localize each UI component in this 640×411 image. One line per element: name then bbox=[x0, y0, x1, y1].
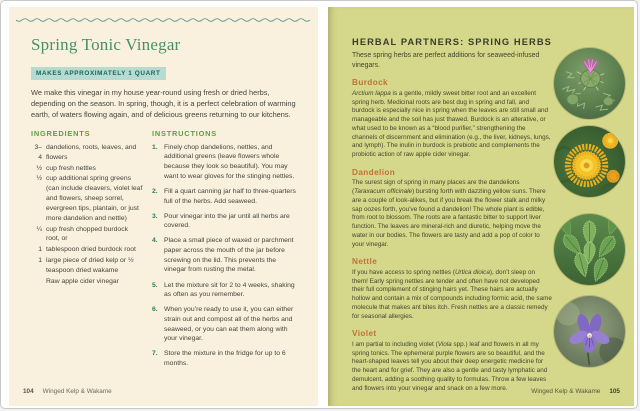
wave-divider-path bbox=[16, 19, 310, 22]
ingredient-text: Raw apple cider vinegar bbox=[46, 277, 119, 285]
ingredient-item bbox=[31, 277, 143, 287]
ingredient-qty: 1 bbox=[38, 246, 42, 254]
step-text: Finely chop dandelions, nettles, and additional greens (leave flowers whole because they look so beautiful). You may want to wear gloves for the stinging nettles. bbox=[164, 143, 295, 180]
right-chapter-title: Winged Kelp & Wakame bbox=[531, 388, 601, 395]
step-text: Pour vinegar into the jar until all herbs are covered. bbox=[164, 212, 290, 230]
section-title-violet: Violet bbox=[352, 329, 377, 339]
ingredients-heading: INGREDIENTS bbox=[31, 128, 91, 138]
partners-subheading: These spring herbs are perfect additions for seaweed-infused vinegars. bbox=[352, 52, 540, 69]
violet-flower-photo bbox=[554, 296, 625, 367]
instructions-heading: INSTRUCTIONS bbox=[152, 128, 218, 138]
ingredient-text: large piece of dried kelp or ½ teaspoon dried wakame bbox=[46, 257, 134, 274]
yield-badge: MAKES APPROXIMATELY 1 QUART bbox=[31, 67, 166, 80]
section-title-dandelion: Dandelion bbox=[352, 167, 396, 177]
nettle-leaves-photo bbox=[554, 214, 625, 285]
ingredient-item bbox=[31, 143, 143, 163]
section-body-violet: I am partial to including violet (Viola spp.) leaf and flowers in all my spring tonics. The ephemeral purple flowers are so beautiful, and the heart-shaped leaves tell you about their deep energetic medicine for the heart and for grief. They are also a gentle and tasty lymphatic and demulcent, adding a soothing quality to formulas. Throw a few leaves and flowers into your vinegar and snack on a few more. bbox=[352, 340, 548, 392]
step-text: Fill a quart canning jar half to three-quarters full of the herbs. Add seaweed. bbox=[164, 187, 296, 205]
right-page bbox=[328, 7, 634, 406]
instruction-step bbox=[152, 187, 299, 206]
step-number: 1. bbox=[152, 143, 158, 151]
partners-heading: HERBAL PARTNERS: SPRING HERBS bbox=[352, 37, 552, 47]
ingredient-item bbox=[31, 174, 143, 223]
step-number: 5. bbox=[152, 281, 158, 289]
step-number: 6. bbox=[152, 306, 158, 314]
herbal-partners bbox=[352, 37, 552, 393]
step-text: Let the mixture sit for 2 to 4 weeks, shaking as often as you remember. bbox=[164, 281, 295, 299]
instruction-step bbox=[152, 236, 299, 275]
recipe bbox=[31, 35, 299, 374]
instructions-column bbox=[152, 129, 299, 374]
step-text: When you’re ready to use it, you can either strain out and compost all of the herbs and seaweed, or you can eat them along with your vinegar. bbox=[164, 306, 294, 343]
recipe-intro: We make this vinegar in my house year-round using fresh or dried herbs, depending on the season. In spring, though, it is a perfect celebration of warming earth, of waters flowing again, and of delicious greens returning to our kitchens. bbox=[31, 87, 296, 119]
ingredient-item bbox=[31, 245, 143, 255]
ingredient-item bbox=[31, 225, 143, 245]
ingredient-item bbox=[31, 164, 143, 174]
ingredient-qty: ¼ bbox=[36, 225, 42, 233]
step-text: Place a small piece of waxed or parchment paper across the mouth of the jar before screwing on the lid. This prevents the vinegar from rusting the metal. bbox=[164, 237, 294, 274]
instruction-step bbox=[152, 281, 299, 300]
ingredient-qty bbox=[31, 277, 46, 287]
right-page-footer bbox=[531, 388, 620, 395]
ingredient-qty: 3–4 bbox=[34, 143, 42, 161]
left-page-number: 104 bbox=[23, 388, 34, 395]
instruction-step bbox=[152, 349, 299, 368]
ingredient-text: cup fresh nettles bbox=[46, 164, 96, 172]
right-page-number: 105 bbox=[609, 388, 620, 395]
instruction-step bbox=[152, 143, 299, 182]
step-number: 7. bbox=[152, 350, 158, 358]
ingredients-column bbox=[31, 129, 143, 374]
section-body-nettle: If you have access to spring nettles (Urtica dioica), don’t sleep on them! Early spring nettles are tender and often have not developed their full complement of stinging hairs yet. These hairs are actually hollow and contain a mix of compounds including formic acid, the same molecule that makes ant bites itch. Fresh nettles are a classic remedy for seasonal allergies. bbox=[352, 268, 552, 320]
step-number: 2. bbox=[152, 187, 158, 195]
ingredient-qty: ½ bbox=[36, 164, 42, 172]
step-text: Store the mixture in the fridge for up to 6 months. bbox=[164, 350, 286, 367]
instruction-step bbox=[152, 212, 299, 231]
ingredient-item bbox=[31, 256, 143, 276]
recipe-title: Spring Tonic Vinegar bbox=[31, 35, 181, 54]
burdock-thistle-photo bbox=[554, 48, 625, 119]
section-title-nettle: Nettle bbox=[352, 257, 378, 267]
ingredient-text: cup fresh chopped burdock root, or bbox=[46, 225, 128, 243]
dandelion-flower-photo bbox=[554, 126, 625, 197]
instruction-step bbox=[152, 305, 299, 344]
section-body-dandelion: The surest sign of spring in many places are the dandelions (Taraxacum officinale) bursting forth with dazzling yellow suns. There are a couple of look-alikes, but if you break the flower stalk and milky sap oozes forth, you’ve found a dandelion! The whole plant is edible, from root to blossom. The roots are a fantastic bitter to support liver function. The leaves are mineral-rich and diuretic, helping move the water in our bodies. The flowers are tasty and add a pop of color to your vinegar. bbox=[352, 179, 546, 248]
ingredient-qty: ½ bbox=[36, 175, 42, 183]
section-body-burdock: Arctium lappa is a gentle, mildly sweet bitter root and an excellent spring herb. Medicinal roots are best dug in spring and fall, and burdock is especially nice in spring when the leaves are still small and manageable and the soil has just thawed. Burdock is an alterative, or what used to be known as a “blood purifier,” strengthening the channels of discernment and elimination (e.g., the liver, kidneys, lungs, and lymph). The inulin in burdock is prebiotic and complements the probiotic action of raw apple cider vinegar. bbox=[352, 89, 551, 159]
ingredient-text: cup additional spring greens (can include cleavers, violet leaf and flowers, sheep sorrel, evergreen tips, plantain, or just more dandelion and nettle) bbox=[46, 175, 143, 222]
ingredient-text: tablespoon dried burdock root bbox=[46, 246, 136, 254]
wave-divider bbox=[16, 16, 311, 24]
ingredient-qty: 1 bbox=[38, 257, 42, 265]
left-page-footer bbox=[23, 388, 112, 395]
section-title-burdock: Burdock bbox=[352, 78, 389, 88]
step-number: 4. bbox=[152, 237, 158, 245]
ingredient-text: dandelions, roots, leaves, and flowers bbox=[46, 143, 137, 161]
left-page bbox=[9, 7, 318, 406]
left-chapter-title: Winged Kelp & Wakame bbox=[42, 388, 112, 395]
step-number: 3. bbox=[152, 212, 158, 220]
